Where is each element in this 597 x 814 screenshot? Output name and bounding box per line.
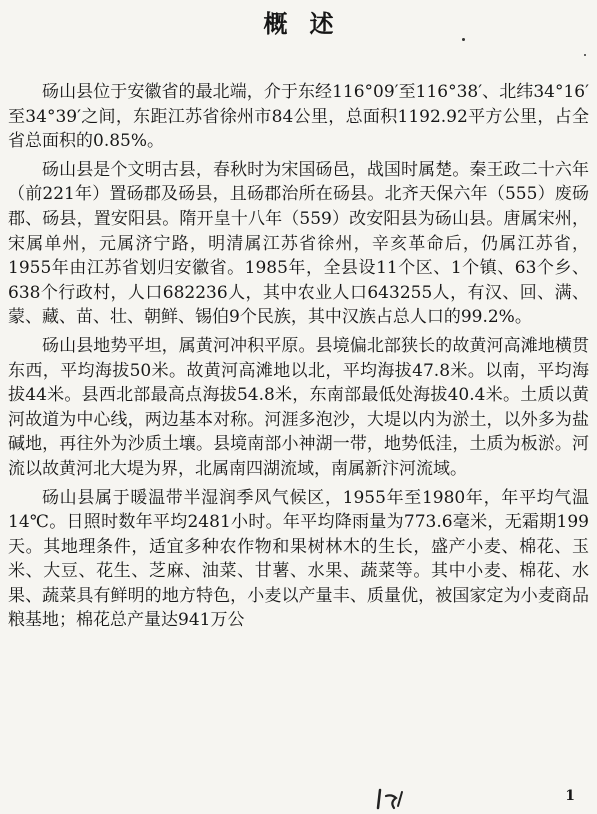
paragraph-terrain: 砀山县地势平坦，属黄河冲积平原。县境偏北部狭长的故黄河高滩地横贯东西，平均海拔50米。故黄河高滩地以北，平均海拔47.8米。以南，平均海拔44米。县西北部最高点海拔54.8米，东南部最低处海拔40.4米。土质以黄河故道为中心线，两边基本对称。河涯多泡沙，大堤以内为淤土，以外多为盐碱地，再往外为沙质土壤。县境南部小神湖一带，地势低洼，土质为板淤。河流以故黄河北大堤为界，北属南四湖流域，南属新汴河流域。 xyxy=(8,335,589,479)
page-title: 概述 xyxy=(263,10,356,38)
handwritten-mark-icon xyxy=(372,786,442,812)
paragraph-history: 砀山县是个文明古县，春秋时为宋国砀邑，战国时属楚。秦王政二十六年（前221年）置砀郡及砀县，且砀郡治所在砀县。北齐天保六年（555）废砀郡、砀县，置安阳县。隋开皇十八年（559）改安阳县为砀山县。唐属宋州，宋属单州，元属济宁路，明清属江苏省徐州，辛亥革命后，仍属江苏省，1955年由江苏省划归安徽省。1985年，全县设11个区、1个镇、63个乡、638个行政村，人口682236人，其中农业人口643255人，有汉、回、满、蒙、藏、苗、壮、朝鲜、锡伯9个民族，其中汉族占总人口的99.2%。 xyxy=(8,159,589,328)
scan-speck xyxy=(462,38,465,41)
document-body xyxy=(8,80,589,637)
paragraph-climate: 砀山县属于暖温带半湿润季风气候区，1955年至1980年，年平均气温14℃。日照时数年平均2481小时。年平均降雨量为773.6毫米，无霜期199天。其地理条件，适宜多种农作物和果树林木的生长，盛产小麦、棉花、玉米、大豆、花生、芝麻、油菜、甘薯、水果、蔬菜等。其中小麦、棉花、水果、蔬菜具有鲜明的地方特色，小麦以产量丰、质量优，被国家定为小麦商品粮基地；棉花总产量达941万公 xyxy=(8,487,589,631)
paragraph-location: 砀山县位于安徽省的最北端，介于东经116°09′至116°38′、北纬34°16′至34°39′之间，东距江苏省徐州市84公里，总面积1192.92平方公里，占全省总面积的0.85%。 xyxy=(8,82,589,152)
page-number: 1 xyxy=(565,788,575,804)
scan-speck xyxy=(584,54,586,56)
